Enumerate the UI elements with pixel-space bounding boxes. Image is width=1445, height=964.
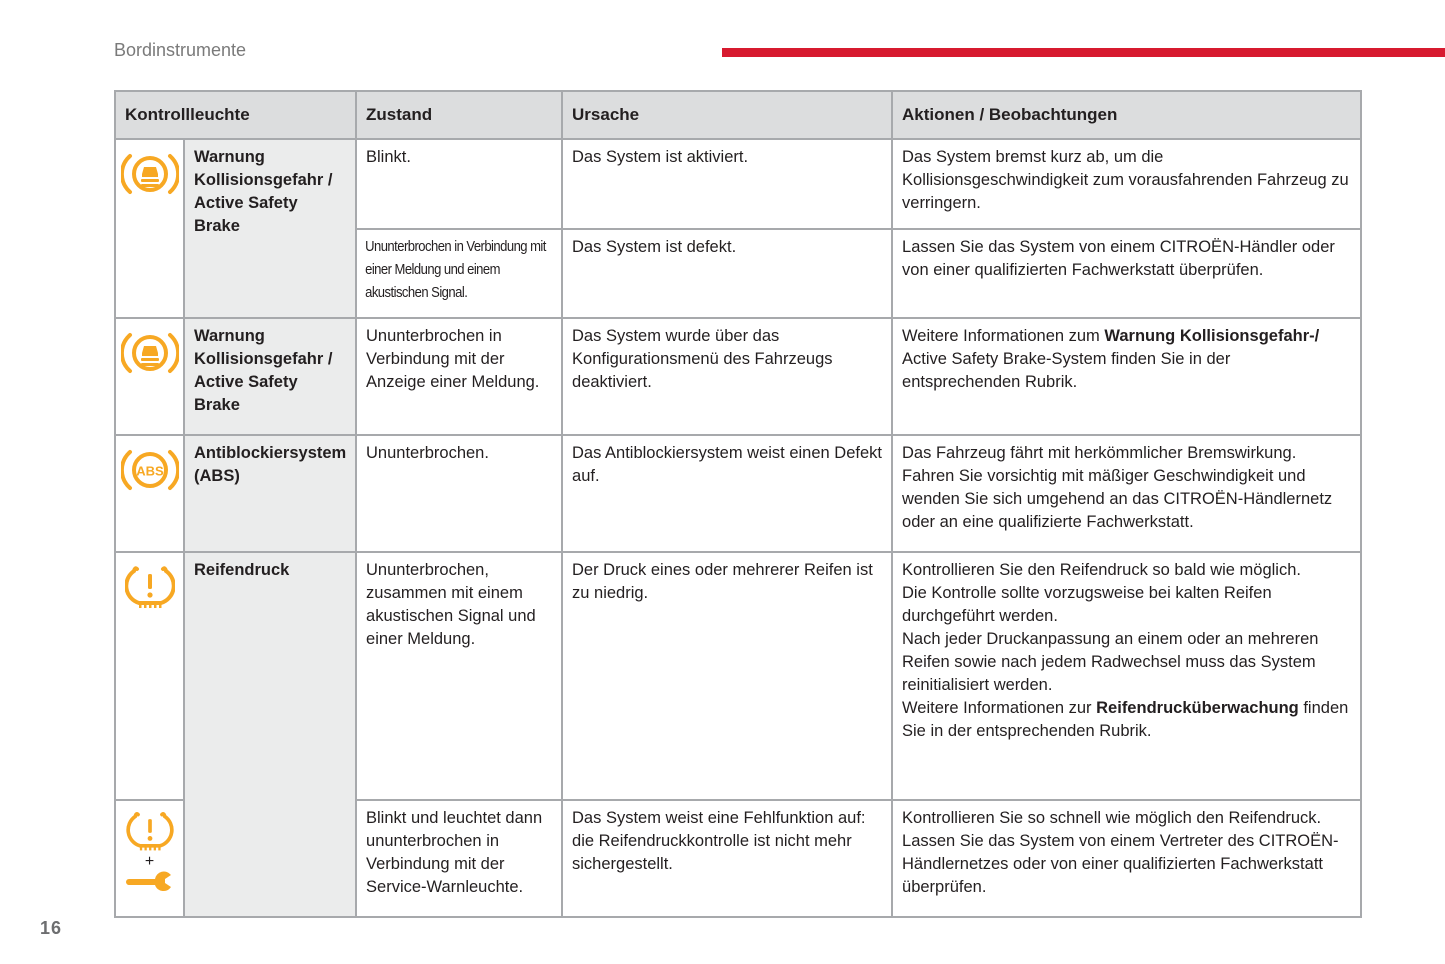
ursache-cell <box>562 800 892 917</box>
warning-name: Reifendruck <box>194 561 290 579</box>
aktionen-text: Lassen Sie das System von einem CITROËN-Händler oder von einer qualifizierten Fachwerkstatt überprüfen. <box>902 238 1335 279</box>
zustand-text: Blinkt. <box>366 148 411 166</box>
ursache-cell <box>562 552 892 800</box>
ursache-cell <box>562 139 892 229</box>
header-kontrollleuchte: Kontrollleuchte <box>115 91 356 139</box>
aktionen-text-part: Weitere Informationen zum <box>902 327 1105 345</box>
aktionen-text: Das Fahrzeug fährt mit herkömmlicher Bremswirkung. Fahren Sie vorsichtig mit mäßiger Geschwindigkeit und wenden Sie sich umgehend an das CITROËN-Händlernetz oder an eine qualifizierte Fachwerkstatt. <box>902 444 1333 531</box>
aktionen-cell <box>892 552 1361 800</box>
header-accent-bar <box>722 48 1445 57</box>
icon-cell <box>115 552 184 800</box>
warning-name: Warnung Kollisionsgefahr / Active Safety Brake <box>194 327 333 414</box>
table-row <box>115 435 1361 552</box>
warning-name-cell <box>184 552 356 917</box>
ursache-cell <box>562 318 892 435</box>
aktionen-text <box>893 319 1360 394</box>
zustand-text: Ununterbrochen in Verbindung mit einer Meldung und einem akustischen Signal. <box>365 239 546 301</box>
ursache-text: Der Druck eines oder mehrerer Reifen ist zu niedrig. <box>572 561 873 602</box>
warning-name-cell <box>184 139 356 318</box>
warning-name: Warnung Kollisionsgefahr / Active Safety Brake <box>194 148 333 235</box>
zustand-cell <box>356 552 562 800</box>
cross-reference: Reifendrucküberwachung <box>1096 699 1299 717</box>
ursache-cell <box>562 229 892 318</box>
section-title: Bordinstrumente <box>114 40 247 60</box>
icon-cell <box>115 800 184 917</box>
aktionen-line <box>902 697 1351 743</box>
zustand-text: Blinkt und leuchtet dann ununterbrochen in Verbindung mit der Service-Warnleuchte. <box>366 809 543 896</box>
header-zustand: Zustand <box>356 91 562 139</box>
ursache-text: Das Antiblockiersystem weist einen Defekt auf. <box>572 444 882 485</box>
header-ursache: Ursache <box>562 91 892 139</box>
zustand-text: Ununterbrochen, zusammen mit einem akustischen Signal und einer Meldung. <box>366 561 536 648</box>
aktionen-cell <box>892 139 1361 229</box>
tyre-pressure-icon <box>125 563 175 613</box>
aktionen-text-part: Active Safety Brake-System finden Sie in der entsprechenden Rubrik. <box>902 350 1231 391</box>
zustand-cell <box>356 318 562 435</box>
aktionen-line: Die Kontrolle sollte vorzugsweise bei kalten Reifen durchgeführt werden. <box>902 584 1272 625</box>
aktionen-text: Das System bremst kurz ab, um die Kollisionsgeschwindigkeit zum vorausfahrenden Fahrzeug zu verringern. <box>902 148 1349 212</box>
aktionen-cell <box>892 800 1361 917</box>
warning-name-cell <box>184 318 356 435</box>
table-row <box>115 139 1361 229</box>
zustand-cell <box>356 139 562 229</box>
collision-warning-icon <box>121 150 179 198</box>
ursache-text: Das System ist defekt. <box>572 238 737 256</box>
ursache-cell <box>562 435 892 552</box>
abs-icon <box>121 446 179 494</box>
aktionen-cell <box>892 318 1361 435</box>
svg-text:ABS: ABS <box>135 463 164 479</box>
collision-warning-icon <box>121 329 179 377</box>
page-number: 16 <box>40 918 63 938</box>
icon-cell <box>115 318 184 435</box>
aktionen-cell <box>892 229 1361 318</box>
aktionen-text: Kontrollieren Sie so schnell wie möglich den Reifendruck. Lassen Sie das System von einem Vertreter des CITROËN-Händlernetzes oder von einer qualifizierten Fachwerkstatt überprüfen. <box>902 809 1339 896</box>
aktionen-text-part: Weitere Informationen zur <box>902 699 1097 717</box>
header-aktionen: Aktionen / Beobachtungen <box>892 91 1361 139</box>
aktionen-line: Kontrollieren Sie den Reifendruck so bald wie möglich. <box>902 561 1301 579</box>
zustand-text: Ununterbrochen. <box>366 444 489 462</box>
table-row <box>115 318 1361 435</box>
warning-name-cell <box>184 435 356 552</box>
aktionen-text-part: finden Sie in der entsprechenden Rubrik. <box>902 699 1349 740</box>
zustand-text: Ununterbrochen in Verbindung mit der Anzeige einer Meldung. <box>366 327 540 391</box>
wrench-icon <box>125 869 175 895</box>
table-row <box>115 552 1361 800</box>
aktionen-text <box>893 553 1360 743</box>
icon-cell <box>115 435 184 552</box>
ursache-text: Das System wurde über das Konfigurationsmenü des Fahrzeugs deaktiviert. <box>572 327 833 391</box>
warning-lights-table <box>114 90 1362 918</box>
plus-sign: + <box>144 853 155 870</box>
cross-reference: Warnung Kollisionsgefahr-/ <box>1104 327 1320 345</box>
aktionen-line: Nach jeder Druckanpassung an einem oder an mehreren Reifen sowie nach jedem Radwechsel muss das System reinitialisiert werden. <box>902 630 1319 694</box>
zustand-cell <box>356 435 562 552</box>
warning-name: Antiblockiersystem (ABS) <box>194 444 347 485</box>
icon-cell <box>115 139 184 318</box>
zustand-cell <box>356 229 562 318</box>
tyre-pressure-icon <box>125 809 175 855</box>
ursache-text: Das System ist aktiviert. <box>572 148 749 166</box>
table-header-row <box>115 91 1361 139</box>
aktionen-cell <box>892 435 1361 552</box>
zustand-cell <box>356 800 562 917</box>
ursache-text: Das System weist eine Fehlfunktion auf: die Reifendruckkontrolle ist nicht mehr sichergestellt. <box>572 809 866 873</box>
